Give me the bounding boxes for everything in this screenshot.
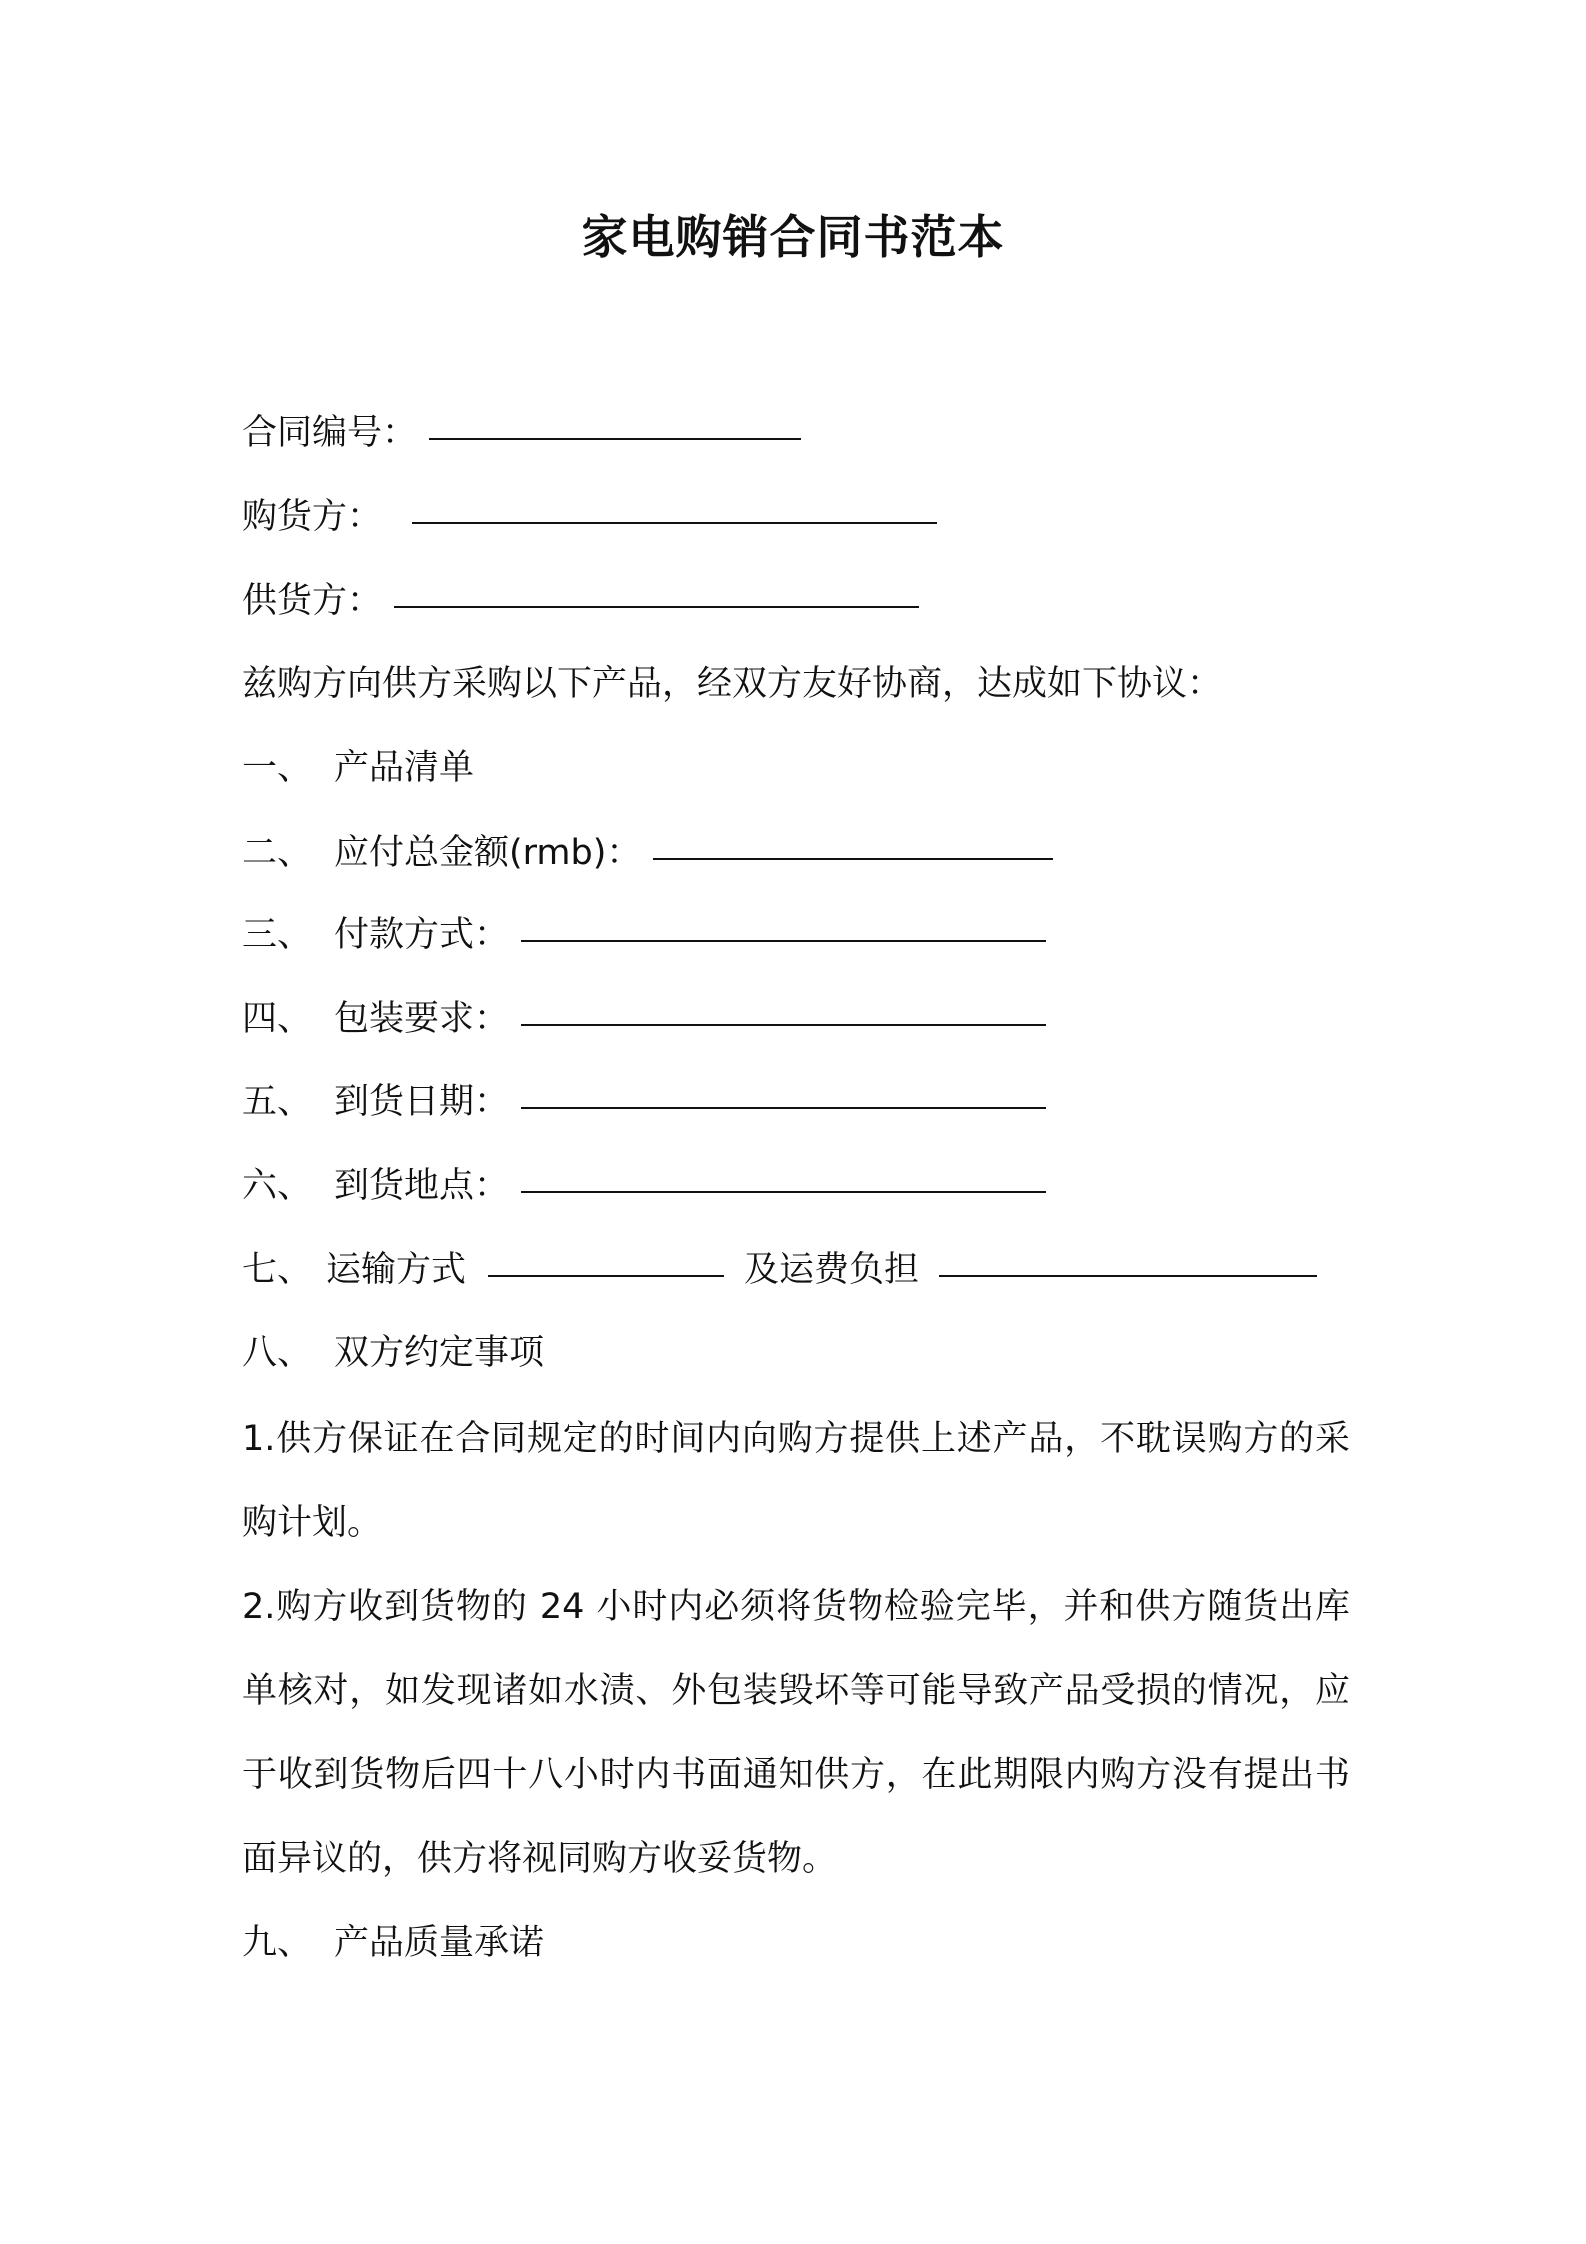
- clause-1: 1.供方保证在合同规定的时间内向购方提供上述产品，不耽误购方的采购计划。: [242, 1419, 1350, 1543]
- section-label: 运输方式: [326, 1250, 467, 1290]
- freight-blank: [939, 1275, 1317, 1277]
- transport-method-blank: [488, 1275, 724, 1277]
- section-label: 产品清单: [334, 748, 475, 788]
- section-transport: [242, 1249, 1317, 1291]
- intro-text: 兹购方向供方采购以下产品，经双方友好协商，达成如下协议：: [242, 664, 1223, 704]
- section-label: 应付总金额(rmb)：: [334, 833, 642, 873]
- contract-number-line: [242, 412, 801, 454]
- section-number: 二、: [242, 833, 313, 873]
- section-number: 八、: [242, 1333, 313, 1373]
- section-label: 产品质量承诺: [334, 1923, 545, 1963]
- contract-number-label: 合同编号：: [242, 413, 418, 453]
- section-quality-commitment: [242, 1922, 544, 1964]
- section-delivery-place: [242, 1165, 1046, 1207]
- contract-number-blank: [429, 438, 801, 440]
- section-total-amount: [242, 832, 1053, 874]
- supplier-blank: [394, 606, 919, 608]
- total-amount-blank: [653, 858, 1053, 860]
- section-delivery-date: [242, 1081, 1046, 1123]
- section-number: 一、: [242, 748, 313, 788]
- payment-method-blank: [521, 940, 1046, 942]
- section-label: 包装要求：: [334, 999, 510, 1039]
- buyer-blank: [412, 522, 937, 524]
- buyer-line: [242, 496, 937, 538]
- supplier-label: 供货方：: [242, 581, 383, 621]
- section-number: 三、: [242, 915, 313, 955]
- section-label: 到货地点：: [334, 1166, 510, 1206]
- section-label: 双方约定事项: [334, 1333, 545, 1373]
- buyer-label: 购货方：: [242, 497, 383, 537]
- section-packaging: [242, 998, 1046, 1040]
- section-label: 到货日期：: [334, 1082, 510, 1122]
- supplier-line: [242, 580, 919, 622]
- section-agreed-matters: [242, 1332, 544, 1374]
- document-title: 家电购销合同书范本: [581, 210, 1005, 264]
- clause-2: 2.购方收到货物的 24 小时内必须将货物检验完毕，并和供方随货出库单核对，如发现诸如水渍、外包装毁坏等可能导致产品受损的情况，应于收到货物后四十八小时内书面通知供方，在此期限内购方没有提出书面异议的，供方将视同购方收妥货物。: [242, 1587, 1350, 1879]
- packaging-blank: [521, 1024, 1046, 1026]
- section-number: 九、: [242, 1923, 313, 1963]
- section-number: 六、: [242, 1166, 313, 1206]
- section-label-freight: 及运费负担: [744, 1250, 920, 1290]
- section-label: 付款方式：: [334, 915, 510, 955]
- delivery-place-blank: [521, 1191, 1046, 1193]
- section-payment-method: [242, 914, 1046, 956]
- section-number: 四、: [242, 999, 313, 1039]
- section-number: 五、: [242, 1082, 313, 1122]
- delivery-date-blank: [521, 1107, 1046, 1109]
- section-number: 七、: [242, 1250, 313, 1290]
- section-product-list: [242, 747, 474, 789]
